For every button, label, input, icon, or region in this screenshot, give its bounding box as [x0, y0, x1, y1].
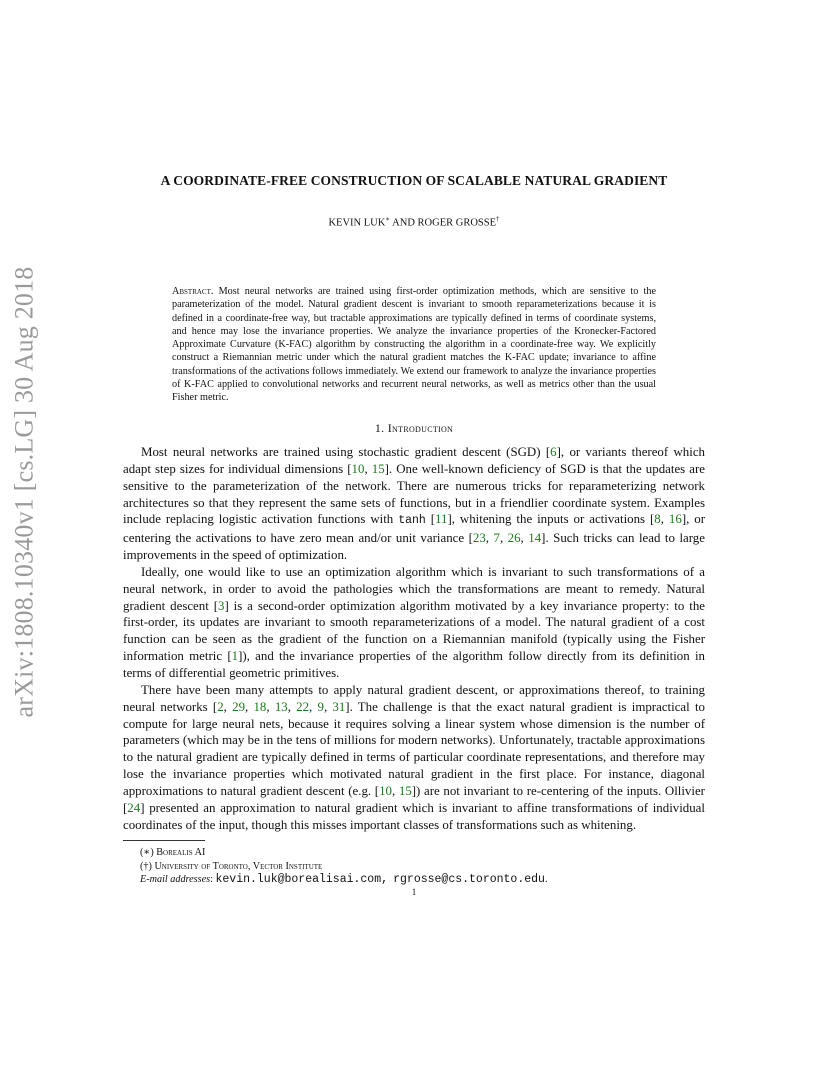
footnote-text: Borealis AI — [156, 847, 206, 858]
citation-link[interactable]: 10 — [351, 461, 365, 476]
text-run: ], or centering the activations to have zero mean and/or unit variance [ — [123, 512, 706, 546]
footnote-rule — [123, 840, 205, 841]
citation-link[interactable]: 31 — [332, 699, 346, 714]
text-run: ]), and the invariance properties of the algorithm follow directly from its definition in terms of differential geometric primitives. — [123, 649, 705, 680]
text-run: , — [223, 699, 233, 714]
footnote-emails — [140, 873, 700, 887]
author-luk-mark: ∗ — [385, 215, 391, 223]
text-run: ]. Such tricks can lead to large improvements in the speed of optimization. — [123, 531, 705, 563]
paper-title: A COORDINATE-FREE CONSTRUCTION OF SCALABLE NATURAL GRADIENT — [160, 173, 668, 188]
citation-link[interactable]: 16 — [668, 512, 682, 527]
footnotes — [140, 846, 700, 887]
citation-link[interactable]: 2 — [217, 699, 224, 714]
section-title: Introduction — [387, 421, 454, 435]
citation-link[interactable]: 29 — [232, 699, 246, 714]
email-end: . — [544, 874, 548, 885]
text-run: There have been many attempts to apply natural gradient descent, or approximations thereof, to training neural networks [ — [123, 682, 705, 714]
email-luk[interactable]: kevin.luk@borealisai.com, — [215, 873, 389, 886]
citation-link[interactable]: 8 — [654, 512, 661, 527]
citation-link[interactable]: 23 — [472, 531, 486, 546]
citation-link[interactable]: 9 — [317, 699, 324, 714]
text-run: [ — [425, 512, 436, 527]
email-grosse[interactable]: rgrosse@cs.toronto.edu — [393, 873, 545, 886]
text-run: , — [485, 531, 494, 546]
citation-link[interactable]: 7 — [493, 531, 500, 546]
citation-link[interactable]: 14 — [528, 531, 542, 546]
citation-link[interactable]: 3 — [218, 598, 225, 613]
code-tanh: tanh — [398, 514, 426, 528]
citation-link[interactable]: 24 — [127, 800, 141, 815]
text-run: , — [520, 531, 529, 546]
citation-link[interactable]: 15 — [371, 461, 385, 476]
footnote-affiliation-1 — [140, 846, 700, 860]
abstract — [172, 285, 656, 405]
text-run: ] is a second-order optimization algorithm motivated by a key invariance property: to the first-order, its updates are invariant to smooth reparameterizations of a model. The natural gradient of a cost function can be seen as the gradient of the function on a Riemannian manifold (typically using the Fisher information metric [ — [123, 598, 705, 664]
footnote-mark: (†) — [140, 860, 155, 872]
text-run: Most neural networks are trained using stochastic gradient descent (SGD) [ — [141, 445, 551, 459]
text-run: , — [499, 531, 508, 546]
author-grosse: ROGER GROSSE — [417, 217, 497, 229]
citation-link[interactable]: 1 — [231, 649, 239, 664]
text-run: , — [660, 512, 669, 527]
paragraph-2 — [123, 564, 705, 682]
email-colon: : — [210, 874, 216, 885]
text-run: Ideally, one would like to use an optimization algorithm which is invariant to such transformations of a neural network, in order to avoid the pathologies which the transformations are meant to remedy. Natural gradient descent [ — [123, 564, 705, 613]
section-number: 1. — [374, 421, 385, 435]
email-label: E-mail addresses — [140, 874, 211, 885]
citation-link[interactable]: 15 — [398, 783, 412, 798]
text-run: ]. One well-known deficiency of SGD is that the updates are sensitive to the parameterization of the network. There are numerous tricks for reparameterizing network architectures so that they represent the same sets of functions, but in a friendlier coordinate system. Examples include replacing logistic activation functions with — [123, 461, 705, 527]
text-run: ]. The challenge is that the exact natural gradient is impractical to compute for large neural nets, because it requires solving a linear system whose dimension is the number of parameters (which may be in the tens of millions for modern networks). Unfortunately, tractable approximations to the natural gradient are typically defined in terms of particular coordinate representations, and therefore may lose the invariance properties which motivated natural gradient in the first place. For instance, diagonal approximations to natural gradient descent (e.g. [ — [123, 699, 705, 798]
text-run: ]) are not invariant to re-centering of the inputs. Ollivier [ — [123, 783, 705, 815]
citation-link[interactable]: 13 — [274, 699, 288, 714]
abstract-text: Most neural networks are trained using first-order optimization methods, which are sensitive to the parameterization of the model. Natural gradient descent is invariant to smooth reparameterizations because it is defined in a coordinate-free way, but tractable approximations are typically defined in terms of coordinate systems, and hence may lose the invariance properties. We analyze the invariance properties of the Kronecker-Factored Approximate Curvature (K-FAC) algorithm by constructing the algorithm in a coordinate-free way. We explicitly construct a Riemannian metric under which the natural gradient matches the K-FAC update; invariance to affine transformations of the activations follows immediately. We extend our framework to analyze the invariance properties of K-FAC applied to convolutional networks and recurrent neural networks, as well as metrics other than the usual Fisher metric. — [172, 286, 656, 404]
author-luk: KEVIN LUK — [328, 217, 386, 229]
paragraph-1 — [123, 444, 705, 564]
arxiv-stamp — [4, 252, 44, 732]
text-run: , — [323, 699, 333, 714]
body-text — [123, 444, 705, 833]
arxiv-stamp-text: arXiv:1808.10340v1 [cs.LG] 30 Aug 2018 — [9, 266, 38, 718]
text-run: ], whitening the inputs or activations [ — [447, 512, 655, 527]
page-number: 1 — [411, 887, 417, 897]
citation-link[interactable]: 6 — [550, 445, 557, 459]
author-grosse-mark: † — [496, 215, 500, 223]
citation-link[interactable]: 18 — [253, 699, 267, 714]
authors — [0, 215, 828, 229]
paragraph-3 — [123, 682, 705, 834]
text-run: ] presented an approximation to natural gradient which is invariant to affine transformations of individual coordinates of the input, though this misses important classes of transformations such as whitening. — [123, 800, 705, 832]
citation-link[interactable]: 26 — [507, 531, 521, 546]
footnote-affiliation-2 — [140, 860, 700, 874]
abstract-label: Abstract. — [172, 286, 214, 297]
footnote-mark: (∗) — [140, 847, 157, 858]
citation-link[interactable]: 11 — [435, 512, 448, 527]
text-run: , — [364, 461, 372, 476]
footnote-text: University of Toronto, Vector Institute — [154, 860, 323, 872]
text-run: , — [245, 699, 254, 714]
citation-link[interactable]: 10 — [379, 783, 392, 798]
text-run: , — [391, 783, 399, 798]
text-run: , — [287, 699, 297, 714]
text-run: , — [266, 699, 275, 714]
authors-and: AND — [390, 217, 418, 229]
text-run: ], or variants thereof which adapt step sizes for individual dimensions [ — [123, 445, 706, 476]
text-run: , — [309, 699, 318, 714]
citation-link[interactable]: 22 — [296, 699, 310, 714]
section-heading — [0, 421, 828, 436]
